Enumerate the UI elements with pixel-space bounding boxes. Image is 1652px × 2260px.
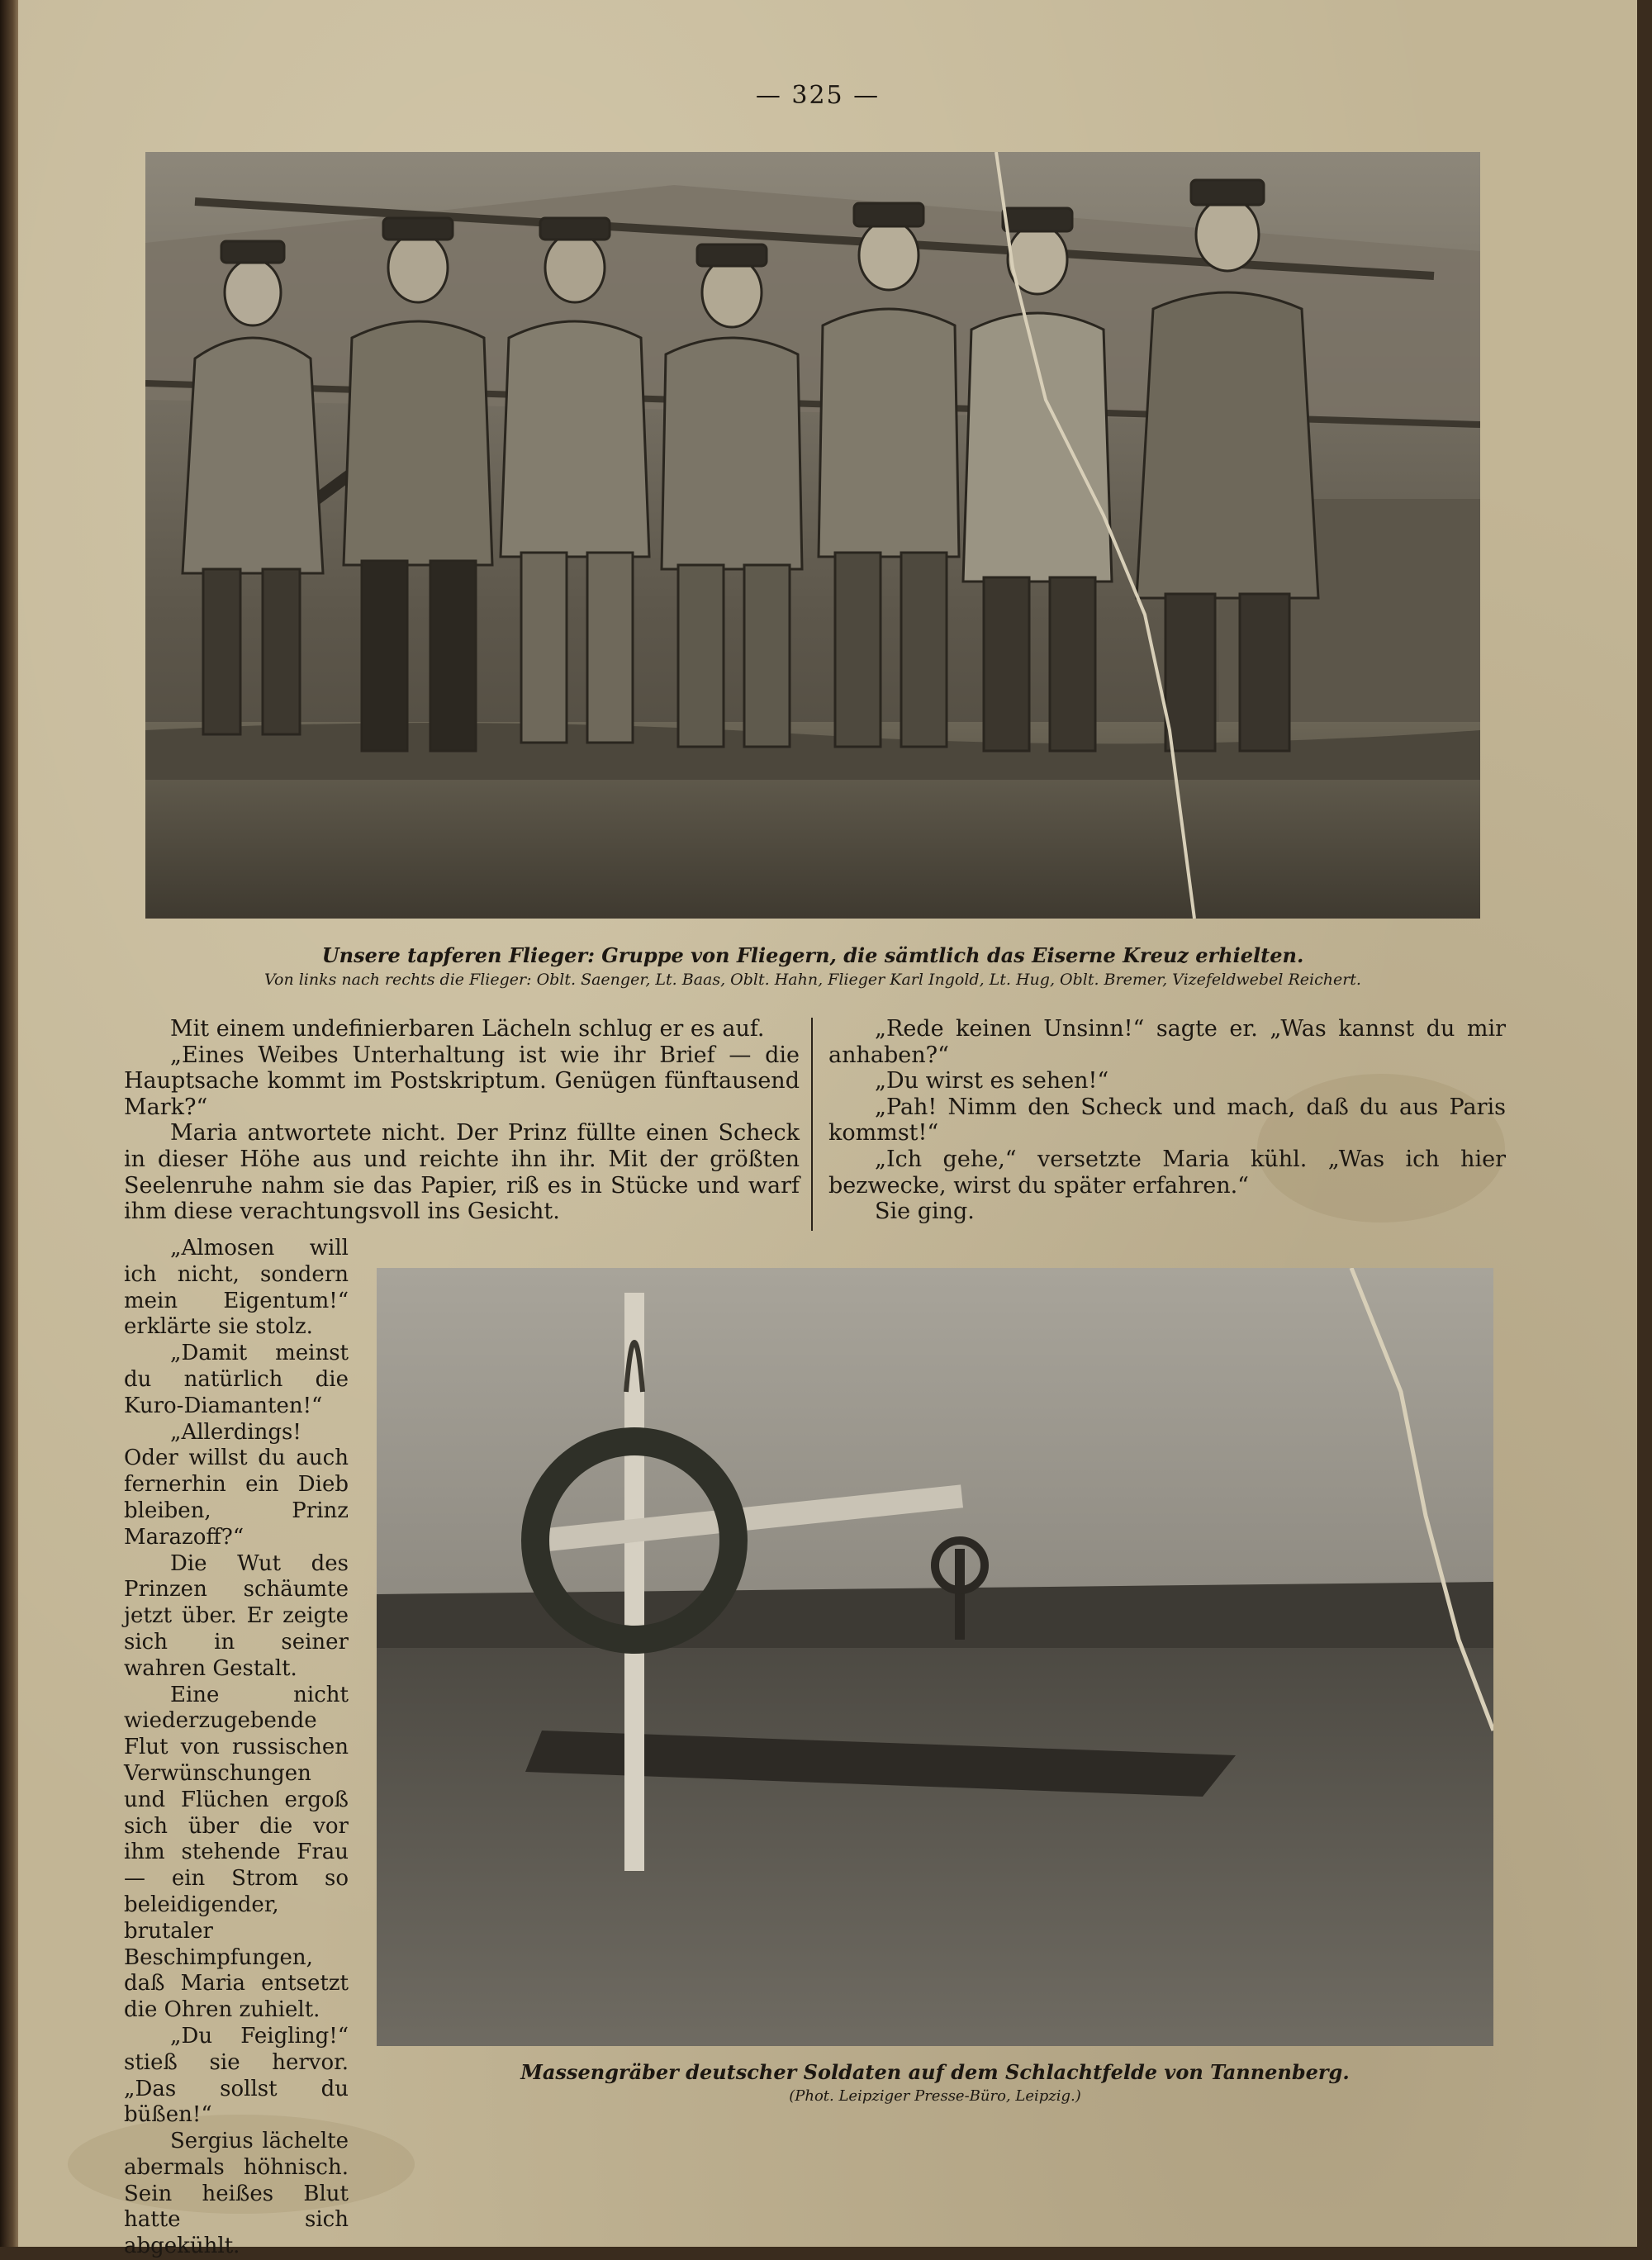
paragraph: Eine nicht wiederzugebende Flut von russischen Verwünschungen und Flüchen ergoß sich über die vor ihm stehende Frau — ein Strom so beleidigender, brutaler Beschimpfungen, daß Maria entsetzt die Ohren zuhielt. (124, 1682, 349, 2023)
mass-graves-photo-drawing (377, 1268, 1493, 2046)
paragraph: „Pah! Nimm den Scheck und mach, daß du aus Paris kommst!“ (828, 1094, 1506, 1147)
paragraph: „Du wirst es sehen!“ (875, 1068, 1109, 1094)
paragraph: Sie ging. (875, 1199, 975, 1225)
aviators-group-photo (145, 152, 1480, 919)
paragraph: „Rede keinen Unsinn!“ sagte er. „Was kannst du mir anhaben?“ (828, 1016, 1506, 1068)
column-rule (811, 1018, 813, 1231)
paragraph: „Eines Weibes Unterhaltung ist wie ihr Brief — die Hauptsache kommt im Postskriptum. Genügen fünftausend Mark?“ (124, 1042, 800, 1120)
page-number: — 325 — (755, 81, 881, 110)
aviators-photo-drawing (145, 152, 1480, 919)
paragraph: Sergius lächelte abermals höhnisch. Sein heißes Blut hatte sich abgekühlt. (124, 2129, 349, 2259)
bottom-photo-credit: (Phot. Leipziger Presse-Büro, Leipzig.) (789, 2087, 1081, 2105)
paragraph: Die Wut des Prinzen schäumte jetzt über. Er zeigte sich in seiner wahren Gestalt. (124, 1550, 349, 1681)
mass-graves-photo (377, 1268, 1493, 2046)
paragraph: „Du Feigling!“ stieß sie hervor. „Das sollst du büßen!“ (124, 2023, 349, 2128)
book-spine (0, 0, 18, 2247)
top-photo-caption: Unsere tapferen Flieger: Gruppe von Fliegern, die sämtlich das Eiserne Kreuz erhielten. (321, 943, 1304, 967)
paragraph: „Almosen will ich nicht, sondern mein Eigentum!“ erklärte sie stolz. (124, 1236, 349, 1340)
paragraph: „Damit meinst du natürlich die Kuro-Diamanten!“ (124, 1341, 349, 1418)
article-column-left (124, 1016, 800, 1225)
top-photo-credits: Von links nach rechts die Flieger: Oblt. Saenger, Lt. Baas, Oblt. Hahn, Flieger Karl Ingold, Lt. Hug, Oblt. Bremer, Vizefeldwebel Reichert. (264, 971, 1361, 989)
article-column-narrow (124, 1236, 349, 2260)
article-column-right (828, 1016, 1506, 1225)
bottom-photo-caption: Massengräber deutscher Soldaten auf dem Schlachtfelde von Tannenberg. (520, 2060, 1350, 2084)
paragraph: „Allerdings! Oder willst du auch fernerhin ein Dieb bleiben, Prinz Marazoff?“ (124, 1419, 349, 1550)
paragraph: Maria antwortete nicht. Der Prinz füllte einen Scheck in dieser Höhe aus und reichte ihn ihr. Mit der größten Seelenruhe nahm sie das Papier, riß es in Stücke und warf ihm diese verachtungsvoll ins Gesicht. (124, 1120, 800, 1225)
paragraph: „Ich gehe,“ versetzte Maria kühl. „Was ich hier bezwecke, wirst du später erfahren.“ (828, 1146, 1506, 1199)
paragraph: Mit einem undefinierbaren Lächeln schlug er es auf. (170, 1016, 765, 1042)
